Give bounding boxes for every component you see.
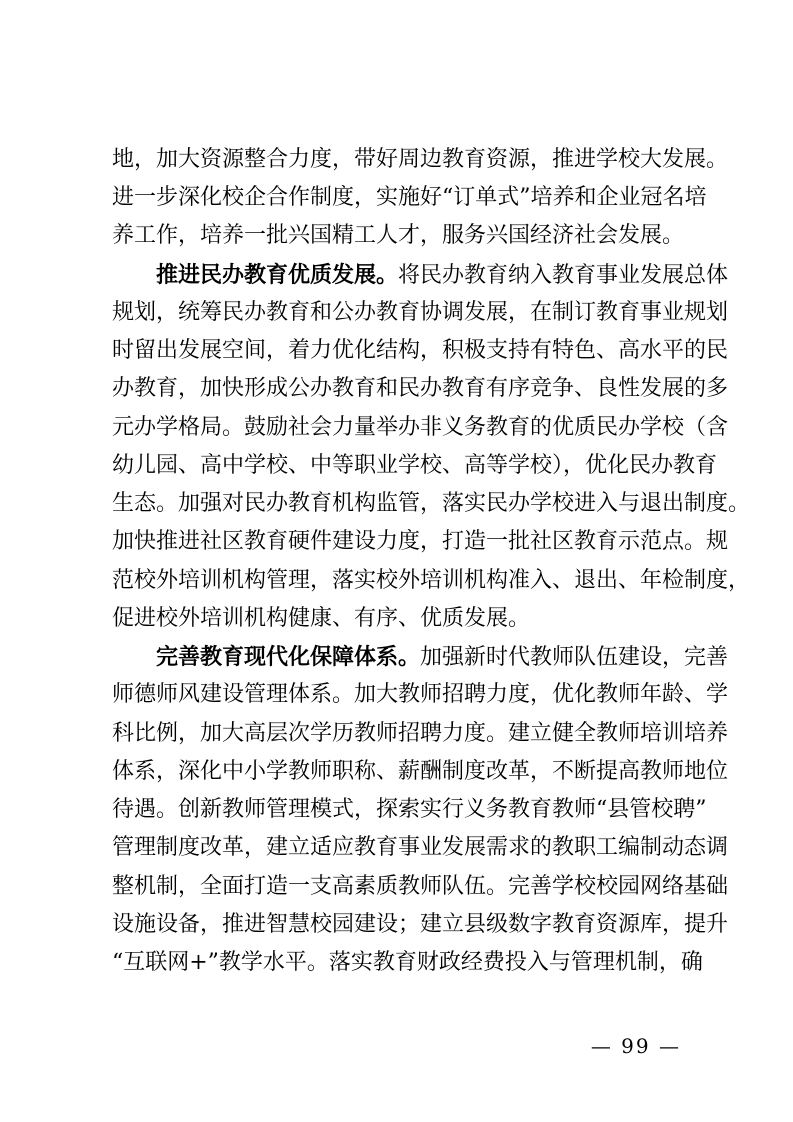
text-line: 加快推进社区教育硬件建设力度，打造一批社区教育示范点。规 [112, 529, 729, 554]
text-line: 体系，深化中小学教师职称、薪酬制度改革，不断提高教师地位 [112, 759, 729, 784]
page-number: — 99 — [590, 1034, 681, 1058]
text-line: 生态。加强对民办教育机构监管，落实民办学校进入与退出制度。 [112, 491, 751, 516]
text-line: 规划，统筹民办教育和公办教育协调发展，在制订教育事业规划 [112, 300, 729, 325]
text-line: 时留出发展空间，着力优化结构，积极支持有特色、高水平的民 [112, 338, 729, 363]
text-line: 设施设备，推进智慧校园建设；建立县级数字教育资源库，提升 [112, 912, 729, 937]
text-line: 地，加大资源整合力度，带好周边教育资源，推进学校大发展。 [112, 147, 729, 172]
text-span: 加强新时代教师队伍建设，完善 [420, 645, 729, 670]
text-line: 办教育，加快形成公办教育和民办教育有序竞争、良性发展的多 [112, 376, 729, 401]
text-line: 管理制度改革，建立适应教育事业发展需求的教职工编制动态调 [112, 835, 729, 860]
text-line: 待遇。创新教师管理模式，探索实行义务教育教师“县管校聘” [112, 797, 707, 822]
text-line: 幼儿园、高中学校、中等职业学校、高等学校），优化民办教育 [112, 453, 718, 478]
paragraph-heading: 完善教育现代化保障体系。 [156, 644, 421, 670]
text-line: 师德师风建设管理体系。加大教师招聘力度，优化教师年龄、学 [112, 682, 729, 707]
text-line: “互联网+”教学水平。落实教育财政经费投入与管理机制，确 [112, 950, 703, 975]
text-line: 促进校外培训机构健康、有序、优质发展。 [112, 606, 531, 631]
paragraph-heading: 推进民办教育优质发展。 [156, 262, 399, 288]
text-line: 元办学格局。鼓励社会力量举办非义务教育的优质民办学校（含 [112, 415, 729, 440]
text-line: 范校外培训机构管理，落实校外培训机构准入、退出、年检制度， [112, 568, 751, 593]
text-line: 科比例，加大高层次学历教师招聘力度。建立健全教师培训培养 [112, 721, 729, 746]
paragraph-first-line [112, 256, 729, 294]
text-line: 整机制，全面打造一支高素质教师队伍。完善学校校园网络基础 [112, 874, 729, 899]
text-span: 将民办教育纳入教育事业发展总体 [398, 263, 729, 288]
paragraph-first-line [112, 638, 729, 676]
text-line: 进一步深化校企合作制度，实施好“订单式”培养和企业冠名培 [112, 185, 707, 210]
text-line: 养工作，培养一批兴国精工人才，服务兴国经济社会发展。 [112, 223, 685, 248]
